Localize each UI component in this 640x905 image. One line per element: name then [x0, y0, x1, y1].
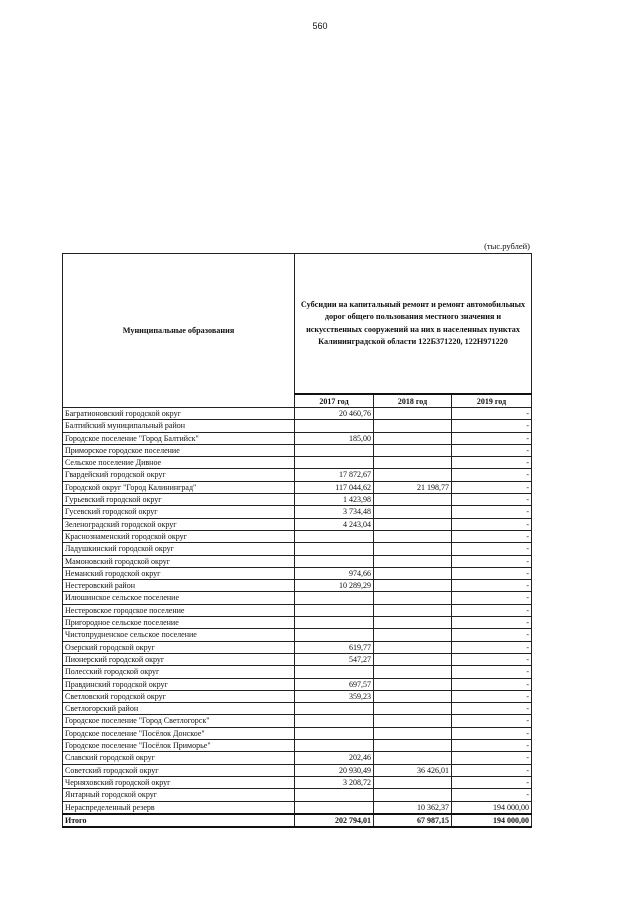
row-name: Городское поселение "Посёлок Приморье" [63, 740, 295, 752]
cell-2018 [374, 727, 452, 739]
table-row [63, 629, 532, 641]
row-name: Илюшинское сельское поселение [63, 592, 295, 604]
row-name: Гвардейский городской округ [63, 469, 295, 481]
cell-2018 [374, 653, 452, 665]
cell-2019: - [452, 530, 532, 542]
cell-2017 [295, 789, 374, 801]
row-name: Нестеровское городское поселение [63, 604, 295, 616]
cell-2017 [295, 740, 374, 752]
cell-2017 [295, 555, 374, 567]
row-name: Городской округ "Город Калининград" [63, 481, 295, 493]
table-row [63, 727, 532, 739]
total-label: Итого [63, 814, 295, 827]
cell-2018 [374, 715, 452, 727]
row-name: Полесский городской округ [63, 666, 295, 678]
row-name: Городское поселение "Посёлок Донское" [63, 727, 295, 739]
table-row [63, 494, 532, 506]
cell-2019: - [452, 653, 532, 665]
cell-2018: 21 198,77 [374, 481, 452, 493]
row-name: Пионерский городской округ [63, 653, 295, 665]
row-name: Нестеровский район [63, 580, 295, 592]
cell-2017: 202,46 [295, 752, 374, 764]
row-name: Багратионовский городской округ [63, 408, 295, 420]
cell-2017: 619,77 [295, 641, 374, 653]
cell-2017: 1 423,98 [295, 494, 374, 506]
cell-2017 [295, 592, 374, 604]
row-name: Нераспределенный резерв [63, 801, 295, 814]
cell-2017: 3 734,48 [295, 506, 374, 518]
cell-2019: - [452, 481, 532, 493]
total-row [63, 814, 532, 827]
cell-2017 [295, 801, 374, 814]
table-row [63, 690, 532, 702]
cell-2017 [295, 727, 374, 739]
table-row [63, 518, 532, 530]
cell-2018 [374, 555, 452, 567]
cell-2019: - [452, 678, 532, 690]
cell-2019: - [452, 555, 532, 567]
table-row [63, 469, 532, 481]
cell-2019: - [452, 518, 532, 530]
cell-2018 [374, 469, 452, 481]
cell-2018 [374, 506, 452, 518]
row-name: Светловский городской округ [63, 690, 295, 702]
cell-2017 [295, 703, 374, 715]
cell-2019: - [452, 727, 532, 739]
row-name: Светлогорский район [63, 703, 295, 715]
cell-2018 [374, 567, 452, 579]
row-name: Городское поселение "Город Балтийск" [63, 432, 295, 444]
cell-2017 [295, 420, 374, 432]
cell-2018 [374, 617, 452, 629]
cell-2019: - [452, 432, 532, 444]
cell-2018 [374, 518, 452, 530]
cell-2018 [374, 690, 452, 702]
cell-2019: - [452, 494, 532, 506]
cell-2018 [374, 592, 452, 604]
cell-2017 [295, 666, 374, 678]
cell-2019: - [452, 617, 532, 629]
table-row [63, 678, 532, 690]
row-name: Приморское городское поселение [63, 444, 295, 456]
cell-2019: - [452, 580, 532, 592]
cell-2017 [295, 530, 374, 542]
cell-2017: 10 289,29 [295, 580, 374, 592]
cell-2019: - [452, 592, 532, 604]
cell-2018 [374, 666, 452, 678]
cell-2018 [374, 776, 452, 788]
cell-2017: 974,66 [295, 567, 374, 579]
cell-2018 [374, 629, 452, 641]
table-row [63, 740, 532, 752]
row-name: Советский городской округ [63, 764, 295, 776]
header-year-2018: 2018 год [374, 394, 452, 408]
row-name: Ладушкинский городской округ [63, 543, 295, 555]
cell-2018 [374, 530, 452, 542]
table-row [63, 801, 532, 814]
cell-2019: - [452, 506, 532, 518]
table-row [63, 555, 532, 567]
cell-2019: - [452, 752, 532, 764]
cell-2019: - [452, 703, 532, 715]
row-name: Неманский городской округ [63, 567, 295, 579]
cell-2018 [374, 703, 452, 715]
cell-2018 [374, 604, 452, 616]
row-name: Янтарный городской округ [63, 789, 295, 801]
subsidy-table [62, 253, 532, 828]
cell-2018 [374, 408, 452, 420]
table-row [63, 666, 532, 678]
table-row [63, 481, 532, 493]
row-name: Гурьевский городской округ [63, 494, 295, 506]
page-number: 560 [312, 21, 328, 31]
cell-2019: - [452, 715, 532, 727]
cell-2019: - [452, 469, 532, 481]
row-name: Зеленоградский городской округ [63, 518, 295, 530]
header-year-2017: 2017 год [295, 394, 374, 408]
units-label: (тыс.рублей) [484, 241, 530, 251]
cell-2017 [295, 629, 374, 641]
row-name: Балтийский муниципальный район [63, 420, 295, 432]
table-row [63, 764, 532, 776]
cell-2018 [374, 432, 452, 444]
table-row [63, 543, 532, 555]
header-year-2019: 2019 год [452, 394, 532, 408]
cell-2019: - [452, 789, 532, 801]
table-row [63, 617, 532, 629]
cell-2017 [295, 617, 374, 629]
cell-2019: - [452, 666, 532, 678]
row-name: Гусевский городской округ [63, 506, 295, 518]
table-row [63, 703, 532, 715]
cell-2017 [295, 444, 374, 456]
table-row [63, 604, 532, 616]
table-row [63, 444, 532, 456]
cell-2017: 697,57 [295, 678, 374, 690]
cell-2018 [374, 457, 452, 469]
row-name: Славский городской округ [63, 752, 295, 764]
cell-2017: 3 208,72 [295, 776, 374, 788]
table-row [63, 641, 532, 653]
cell-2018 [374, 678, 452, 690]
cell-2017: 185,00 [295, 432, 374, 444]
cell-2018 [374, 641, 452, 653]
table-row [63, 457, 532, 469]
row-name: Озерский городской округ [63, 641, 295, 653]
table-row [63, 752, 532, 764]
table-row [63, 653, 532, 665]
total-2017: 202 794,01 [295, 814, 374, 827]
cell-2017 [295, 715, 374, 727]
cell-2019: - [452, 629, 532, 641]
cell-2017 [295, 457, 374, 469]
table-row [63, 592, 532, 604]
row-name: Пригородное сельское поселение [63, 617, 295, 629]
row-name: Черняховский городской округ [63, 776, 295, 788]
cell-2017: 20 930,49 [295, 764, 374, 776]
cell-2018 [374, 543, 452, 555]
cell-2017: 117 044,62 [295, 481, 374, 493]
cell-2018 [374, 580, 452, 592]
cell-2018 [374, 752, 452, 764]
cell-2019: - [452, 690, 532, 702]
row-name: Городское поселение "Город Светлогорск" [63, 715, 295, 727]
cell-2018 [374, 494, 452, 506]
cell-2019: - [452, 604, 532, 616]
cell-2017: 547,27 [295, 653, 374, 665]
table-row [63, 580, 532, 592]
table-row [63, 789, 532, 801]
table-row [63, 715, 532, 727]
row-name: Краснознаменский городской округ [63, 530, 295, 542]
cell-2018: 10 362,37 [374, 801, 452, 814]
table-row [63, 567, 532, 579]
table-row [63, 432, 532, 444]
cell-2017: 359,23 [295, 690, 374, 702]
cell-2017: 4 243,04 [295, 518, 374, 530]
table-row [63, 506, 532, 518]
cell-2017: 17 872,67 [295, 469, 374, 481]
cell-2018: 36 426,01 [374, 764, 452, 776]
table-body [63, 408, 532, 828]
header-subsidy: Субсидии на капитальный ремонт и ремонт автомобильных дорог общего пользования местного значения и искусственных сооружений на них в населенных пунктах Калининградской области 122Б371220, 122Н971220 [295, 254, 532, 395]
row-name: Сельское поселение Дивное [63, 457, 295, 469]
cell-2019: - [452, 543, 532, 555]
cell-2017: 20 460,76 [295, 408, 374, 420]
cell-2017 [295, 604, 374, 616]
cell-2018 [374, 740, 452, 752]
cell-2019: - [452, 764, 532, 776]
table-row [63, 408, 532, 420]
table-row [63, 420, 532, 432]
cell-2018 [374, 420, 452, 432]
table-row [63, 776, 532, 788]
cell-2019: 194 000,00 [452, 801, 532, 814]
cell-2019: - [452, 408, 532, 420]
total-2019: 194 000,00 [452, 814, 532, 827]
cell-2019: - [452, 457, 532, 469]
header-municipal: Муниципальные образования [63, 254, 295, 408]
table-row [63, 530, 532, 542]
cell-2017 [295, 543, 374, 555]
cell-2019: - [452, 420, 532, 432]
cell-2019: - [452, 444, 532, 456]
total-2018: 67 987,15 [374, 814, 452, 827]
cell-2019: - [452, 641, 532, 653]
row-name: Правдинский городской округ [63, 678, 295, 690]
cell-2019: - [452, 740, 532, 752]
cell-2019: - [452, 776, 532, 788]
cell-2018 [374, 444, 452, 456]
cell-2019: - [452, 567, 532, 579]
row-name: Мамоновский городской округ [63, 555, 295, 567]
cell-2018 [374, 789, 452, 801]
row-name: Чистопрудненское сельское поселение [63, 629, 295, 641]
